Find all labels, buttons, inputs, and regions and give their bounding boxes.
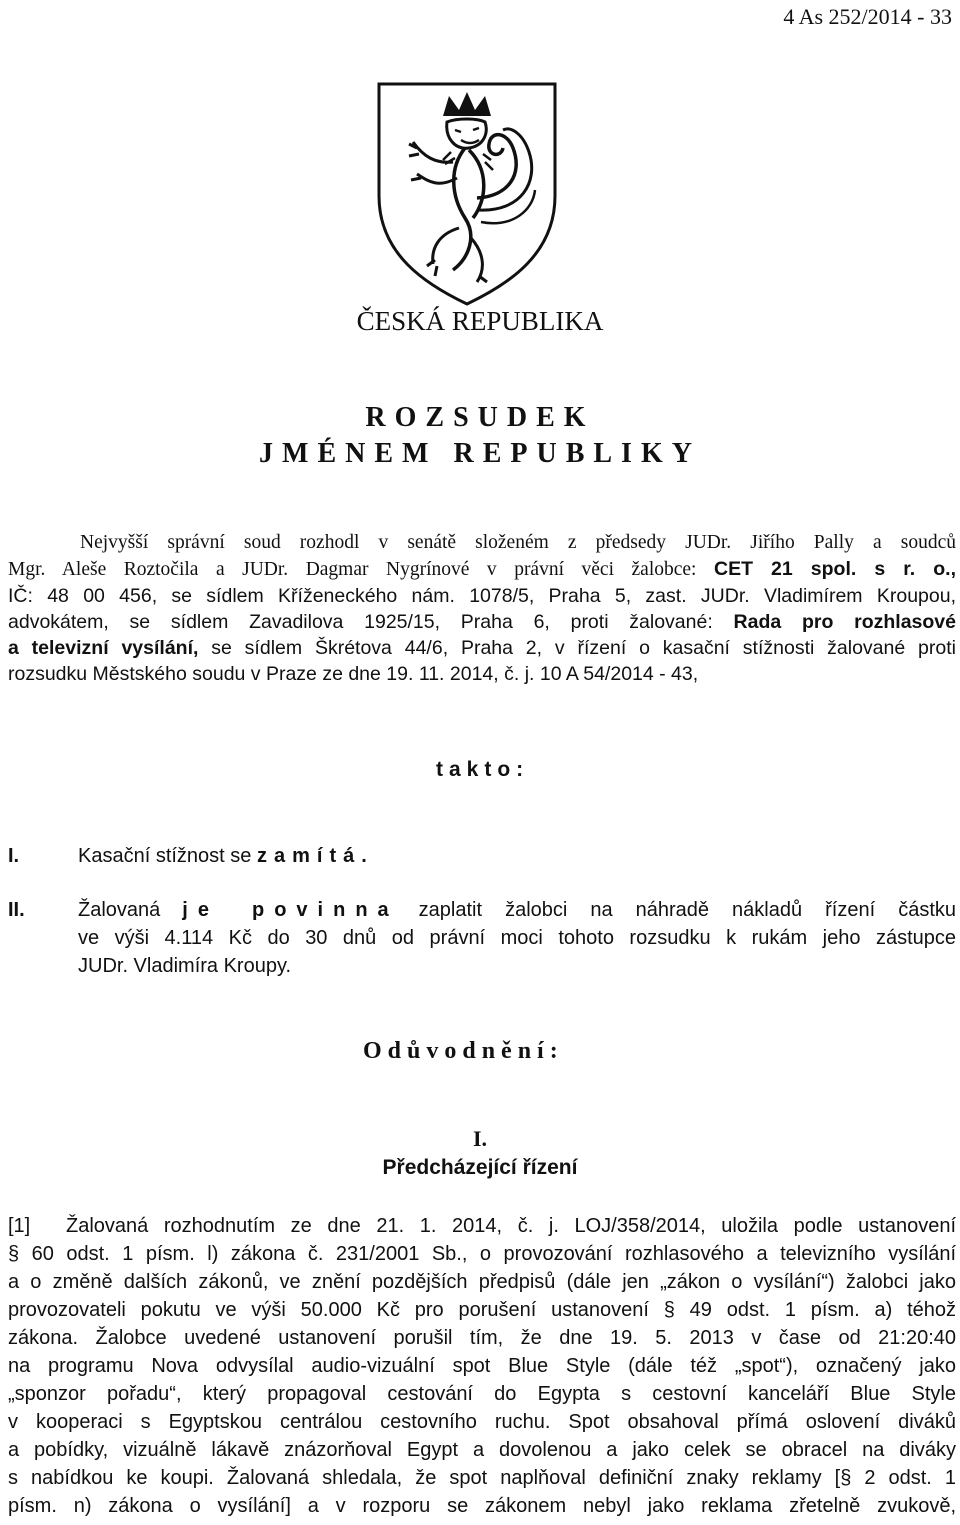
para-line: písm. n) zákona o vysílání] a v rozporu se zákonem nebyl jako reklama zřetelně zvukově,	[8, 1495, 956, 1517]
para-line: a o změně dalších zákonů, ve znění pozdějších předpisů (dále jen „zákon o vysílání“) žalobci jako	[8, 1271, 956, 1293]
intro-text: se sídlem Škrétova 44/6, Praha 2, v řízení o kasační stížnosti žalované proti	[198, 637, 956, 659]
verdict-item-1	[8, 842, 956, 870]
item-emphasis: je povinna	[182, 899, 399, 921]
defendant-name-cont: a televizní vysílání,	[8, 637, 199, 659]
intro-text: Mgr. Aleše Roztočila a JUDr. Dagmar Nygrínové v právní věci žalobce:	[8, 559, 714, 580]
intro-paragraph	[8, 530, 956, 687]
defendant-name: Rada pro rozhlasové	[733, 611, 956, 633]
reasoning-heading: Odůvodnění:	[363, 1038, 564, 1064]
item-text: Žalovaná	[78, 899, 161, 921]
item-text: Kasační stížnost se	[78, 845, 257, 867]
item-body	[78, 896, 956, 980]
country-title: ČESKÁ REPUBLIKA	[356, 306, 604, 336]
item-emphasis: zamítá.	[256, 845, 374, 867]
item-line: ve výši 4.114 Kč do 30 dnů od právní moci tohoto rozsudku k rukám jeho zástupce	[78, 927, 956, 949]
verdict-line-1: ROZSUDEK	[365, 402, 595, 433]
item-text: zaplatit žalobci na náhradě nákladů řízení částku	[418, 899, 957, 921]
czech-lion-coat-of-arms-icon	[373, 78, 561, 308]
intro-line	[8, 556, 956, 583]
intro-text: advokátem, se sídlem Zavadilova 1925/15, Praha 6, proti žalované:	[8, 611, 734, 633]
para-line: „sponzor pořadu“, který propagoval cestování do Egypta s cestovní kanceláří Blue Style	[8, 1383, 956, 1405]
intro-line	[8, 635, 956, 661]
verdict-item-2	[8, 896, 956, 980]
section-number: I.	[472, 1126, 488, 1151]
item-line	[78, 896, 956, 924]
intro-line	[8, 609, 956, 635]
intro-line: Nejvyšší správní soud rozhodl v senátě složeném z předsedy JUDr. Jiřího Pally a soudců	[80, 532, 956, 553]
item-number: II.	[8, 899, 25, 921]
para-line: zákona. Žalobce uvedené ustanovení porušil tím, že dne 19. 5. 2013 v čase od 21:20:40	[8, 1327, 956, 1349]
case-reference: 4 As 252/2014 - 33	[783, 4, 952, 29]
para-line	[8, 1212, 956, 1240]
item-line: JUDr. Vladimíra Kroupy.	[78, 955, 292, 977]
para-line: provozovateli pokutu ve výši 50.000 Kč pro porušení ustanovení § 49 odst. 1 písm. a) téhož	[8, 1299, 956, 1321]
para-line: § 60 odst. 1 písm. l) zákona č. 231/2001 Sb., o provozování rozhlasového a televizního vysílání	[8, 1243, 956, 1265]
para-line: na programu Nova odvysílal audio-vizuální spot Blue Style (dále též „spot“), označený jako	[8, 1355, 956, 1377]
intro-line: IČ: 48 00 456, se sídlem Kříženeckého nám. 1078/5, Praha 5, zast. JUDr. Vladimírem Kroupou,	[8, 585, 956, 607]
plaintiff-name: CET 21 spol. s r. o.,	[713, 558, 956, 580]
item-body	[78, 842, 956, 870]
verdict-line-2: JMÉNEM REPUBLIKY	[259, 438, 701, 469]
para-text: Žalovaná rozhodnutím ze dne 21. 1. 2014, č. j. LOJ/358/2014, uložila podle ustanovení	[66, 1215, 956, 1237]
takto-heading: takto:	[436, 758, 530, 781]
para-line: v kooperaci s Egyptskou centrálou cestovního ruchu. Spot obsahoval přímá oslovení diváků	[8, 1411, 956, 1433]
section-title: Předcházející řízení	[382, 1156, 578, 1179]
verdict-title	[0, 400, 960, 472]
para-line: a pobídky, vizuálně lákavě znázorňoval Egypt a dovolenou a jako celek se obracel na diváky	[8, 1439, 956, 1461]
paragraph-number: [1]	[8, 1215, 31, 1237]
intro-line: rozsudku Městského soudu v Praze ze dne 19. 11. 2014, č. j. 10 A 54/2014 - 43,	[8, 663, 699, 685]
para-line: s nabídkou ke koupi. Žalovaná shledala, že spot naplňoval definiční znaky reklamy [§ 2 odst. 1	[8, 1467, 956, 1489]
reasoning-paragraph-1	[8, 1212, 956, 1520]
item-number: I.	[8, 845, 20, 867]
